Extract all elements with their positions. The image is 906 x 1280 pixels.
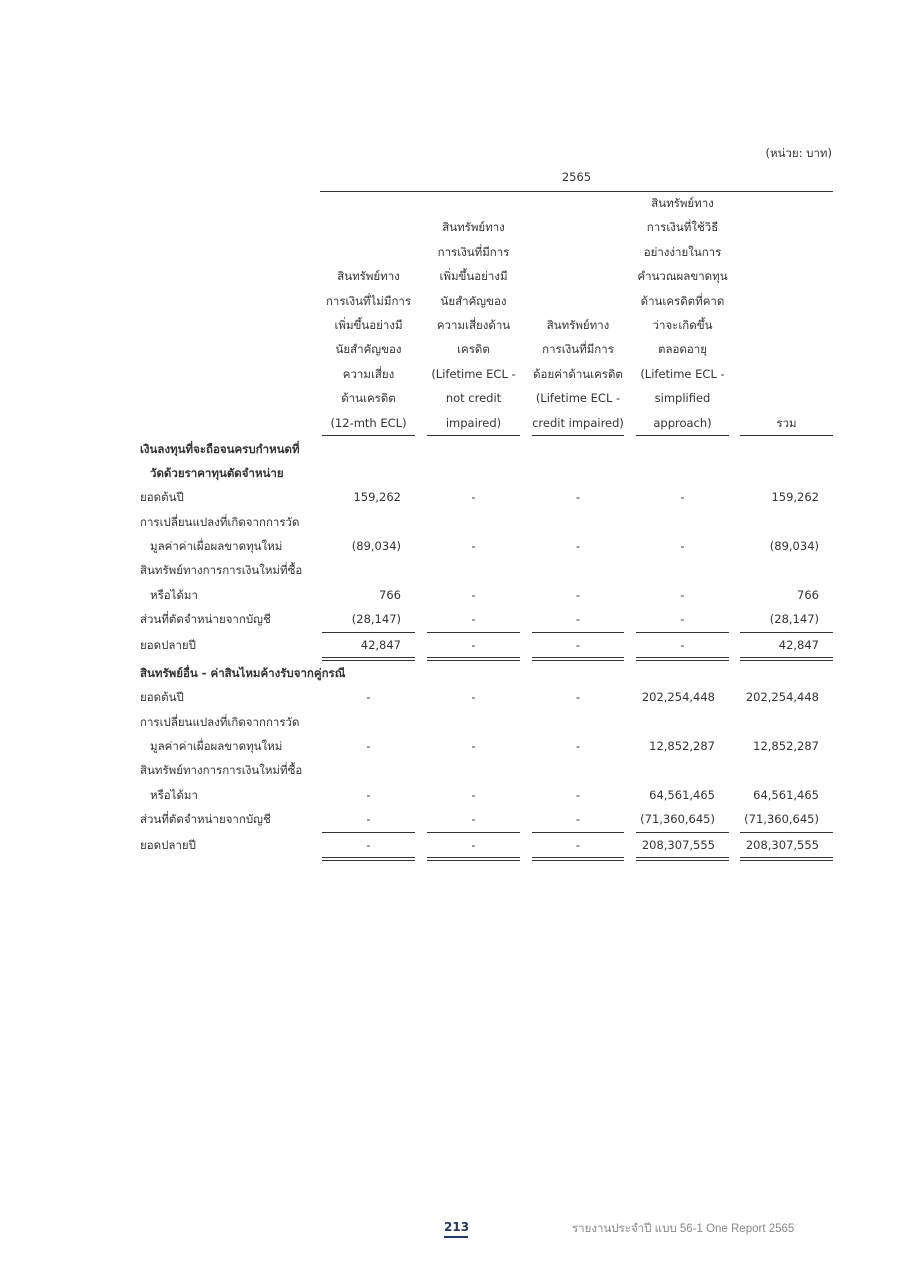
cell-value: - (471, 612, 476, 626)
column-header-line: การเงินที่ไม่มีการ (325, 293, 412, 308)
total-rule-double (322, 860, 415, 861)
column-header-line: คำนวณผลขาดทุน (637, 269, 728, 284)
column-header-line: นัยสำคัญของ (440, 293, 507, 308)
cell-value: - (366, 739, 371, 753)
subtotal-rule (427, 632, 520, 633)
total-rule-double (427, 657, 520, 658)
cell-value: 766 (379, 588, 401, 602)
row-label: ส่วนที่ตัดจำหน่ายจากบัญชี (140, 612, 271, 626)
total-rule-double (322, 857, 415, 858)
cell-value: 202,254,448 (745, 690, 819, 704)
column-header-line: อย่างง่ายในการ (643, 244, 722, 259)
column-header-line: ความเสี่ยง (342, 366, 395, 381)
column-header-4 (636, 193, 729, 436)
column-header-line: นัยสำคัญของ (335, 342, 402, 357)
cell-value: - (680, 638, 685, 652)
cell-value: - (471, 812, 476, 826)
cell-value: - (680, 490, 685, 504)
table-row (0, 510, 906, 534)
row-label: ยอดปลายปี (140, 838, 196, 852)
cell-value: 208,307,555 (641, 838, 715, 852)
total-rule-double (636, 660, 729, 661)
cell-value: - (680, 588, 685, 602)
total-rule-double (636, 857, 729, 858)
row-label: วัดด้วยราคาทุนตัดจำหน่าย (150, 466, 284, 480)
column-header-line: ด้านเครดิตที่คาด (640, 293, 725, 308)
table-row (0, 607, 906, 631)
table-row (0, 734, 906, 758)
subtotal-rule (427, 832, 520, 833)
column-header-line: การเงินที่มีการ (437, 244, 510, 259)
cell-value: - (471, 838, 476, 852)
cell-value: - (471, 539, 476, 553)
cell-value: - (575, 690, 581, 704)
cell-value: - (471, 739, 476, 753)
cell-value: - (575, 638, 581, 652)
column-header-1 (322, 193, 415, 436)
table-row (0, 661, 906, 685)
cell-value: 42,847 (360, 638, 401, 652)
column-header-line: not credit (445, 391, 502, 406)
cell-value: - (366, 838, 371, 852)
cell-value: (71,360,645) (744, 812, 819, 826)
total-rule-double (322, 660, 415, 661)
cell-value: 159,262 (771, 490, 819, 504)
cell-value: - (575, 588, 581, 602)
cell-value: - (471, 490, 476, 504)
cell-value: 159,262 (353, 490, 401, 504)
subtotal-rule (532, 632, 624, 633)
cell-value: 12,852,287 (649, 739, 715, 753)
column-header-line: ด้อยค่าด้านเครดิต (533, 366, 623, 381)
cell-value: - (366, 690, 371, 704)
column-header-line: สินทรัพย์ทาง (651, 195, 714, 210)
total-rule-double (532, 660, 624, 661)
total-rule-double (322, 657, 415, 658)
column-header-line: การเงินที่มีการ (542, 342, 614, 357)
column-header-line: สินทรัพย์ทาง (442, 220, 505, 235)
cell-value: - (575, 490, 581, 504)
cell-value: - (366, 812, 371, 826)
subtotal-rule (636, 632, 729, 633)
column-header-line: impaired) (445, 415, 502, 430)
cell-value: - (471, 638, 476, 652)
year-header: 2565 (561, 170, 592, 184)
column-header-line: ความเสี่ยงด้าน (436, 317, 511, 332)
subtotal-rule (740, 632, 833, 633)
cell-value: - (366, 788, 371, 802)
table-row (0, 758, 906, 782)
page-number: 213 (444, 1220, 470, 1234)
row-label: การเปลี่ยนแปลงที่เกิดจากการวัด (140, 715, 300, 729)
table-row (0, 583, 906, 607)
cell-value: 12,852,287 (753, 739, 819, 753)
row-label: ยอดต้นปี (140, 690, 184, 704)
year-rule (320, 191, 833, 192)
cell-value: - (471, 788, 476, 802)
table-row (0, 807, 906, 831)
table-row (0, 710, 906, 734)
total-rule-double (740, 860, 833, 861)
column-header-line: การเงินที่ใช้วิธี (646, 220, 719, 235)
unit-note: (หน่วย: บาท) (765, 146, 832, 160)
cell-value: (28,147) (351, 612, 401, 626)
cell-value: 766 (797, 588, 819, 602)
row-label: สินทรัพย์อื่น - ค่าสินไหมค้างรับจากคู่กรณี (140, 666, 346, 680)
page-number-underline (444, 1236, 468, 1238)
row-label: มูลค่าค่าเผื่อผลขาดทุนใหม่ (150, 739, 283, 753)
report-title: รายงานประจำปี แบบ 56-1 One Report 2565 (572, 1223, 795, 1235)
cell-value: - (471, 690, 476, 704)
total-rule-double (427, 857, 520, 858)
column-header-line: (Lifetime ECL - (431, 366, 516, 381)
total-rule-double (532, 860, 624, 861)
total-rule-double (740, 857, 833, 858)
table-row (0, 461, 906, 485)
table-row (0, 485, 906, 509)
row-label: เงินลงทุนที่จะถือจนครบกำหนดที่ (140, 442, 300, 456)
column-header-line: เครดิต (457, 342, 490, 357)
total-rule-double (427, 660, 520, 661)
cell-value: - (575, 838, 581, 852)
subtotal-rule (636, 832, 729, 833)
table-row (0, 783, 906, 807)
subtotal-rule (322, 632, 415, 633)
cell-value: - (471, 588, 476, 602)
row-label: ยอดปลายปี (140, 638, 196, 652)
cell-value: - (575, 812, 581, 826)
column-header-line: approach) (653, 415, 712, 430)
row-label: ส่วนที่ตัดจำหน่ายจากบัญชี (140, 812, 271, 826)
table-row (0, 685, 906, 709)
row-label: การเปลี่ยนแปลงที่เกิดจากการวัด (140, 515, 300, 529)
cell-value: (71,360,645) (640, 812, 715, 826)
subtotal-rule (322, 832, 415, 833)
total-rule-double (427, 860, 520, 861)
cell-value: 64,561,465 (649, 788, 715, 802)
row-label: สินทรัพย์ทางการการเงินใหม่ที่ซื้อ (140, 763, 303, 777)
column-header-3 (532, 193, 624, 436)
column-header-line: ว่าจะเกิดขึ้น (652, 317, 713, 332)
cell-value: 202,254,448 (641, 690, 715, 704)
cell-value: (89,034) (769, 539, 819, 553)
column-header-line: (12-mth ECL) (330, 415, 407, 430)
cell-value: - (575, 788, 581, 802)
column-header-line: (Lifetime ECL - (640, 366, 725, 381)
cell-value: - (575, 612, 581, 626)
total-rule-double (636, 860, 729, 861)
cell-value: - (575, 739, 581, 753)
row-label: ยอดต้นปี (140, 490, 184, 504)
column-header-line: สินทรัพย์ทาง (546, 317, 610, 332)
column-header-line: รวม (776, 415, 797, 430)
cell-value: 208,307,555 (745, 838, 819, 852)
subtotal-rule (740, 832, 833, 833)
column-header-5 (740, 193, 833, 436)
column-header-line: เพิ่มขึ้นอย่างมี (334, 317, 403, 332)
row-label: มูลค่าค่าเผื่อผลขาดทุนใหม่ (150, 539, 283, 553)
column-header-line: ตลอดอายุ (658, 342, 707, 357)
cell-value: - (680, 612, 685, 626)
column-header-line: เพิ่มขึ้นอย่างมี (439, 269, 508, 284)
total-rule-double (532, 657, 624, 658)
column-header-line: สินทรัพย์ทาง (337, 269, 400, 284)
total-rule-double (636, 657, 729, 658)
table-row (0, 633, 906, 657)
table-row (0, 833, 906, 857)
column-header-2 (427, 193, 520, 436)
cell-value: - (575, 539, 581, 553)
total-rule-double (532, 857, 624, 858)
column-header-line: simplified (654, 391, 711, 406)
cell-value: (89,034) (351, 539, 401, 553)
column-header-line: credit impaired) (532, 415, 624, 430)
subtotal-rule (532, 832, 624, 833)
cell-value: 42,847 (778, 638, 819, 652)
total-rule-double (740, 657, 833, 658)
column-header-line: (Lifetime ECL - (535, 391, 621, 406)
row-label: หรือได้มา (150, 788, 198, 802)
table-row (0, 437, 906, 461)
cell-value: 64,561,465 (753, 788, 819, 802)
table-row (0, 534, 906, 558)
cell-value: - (680, 539, 685, 553)
cell-value: (28,147) (769, 612, 819, 626)
row-label: หรือได้มา (150, 588, 198, 602)
table-row (0, 558, 906, 582)
row-label: สินทรัพย์ทางการการเงินใหม่ที่ซื้อ (140, 563, 303, 577)
total-rule-double (740, 660, 833, 661)
column-header-line: ด้านเครดิต (341, 391, 396, 406)
